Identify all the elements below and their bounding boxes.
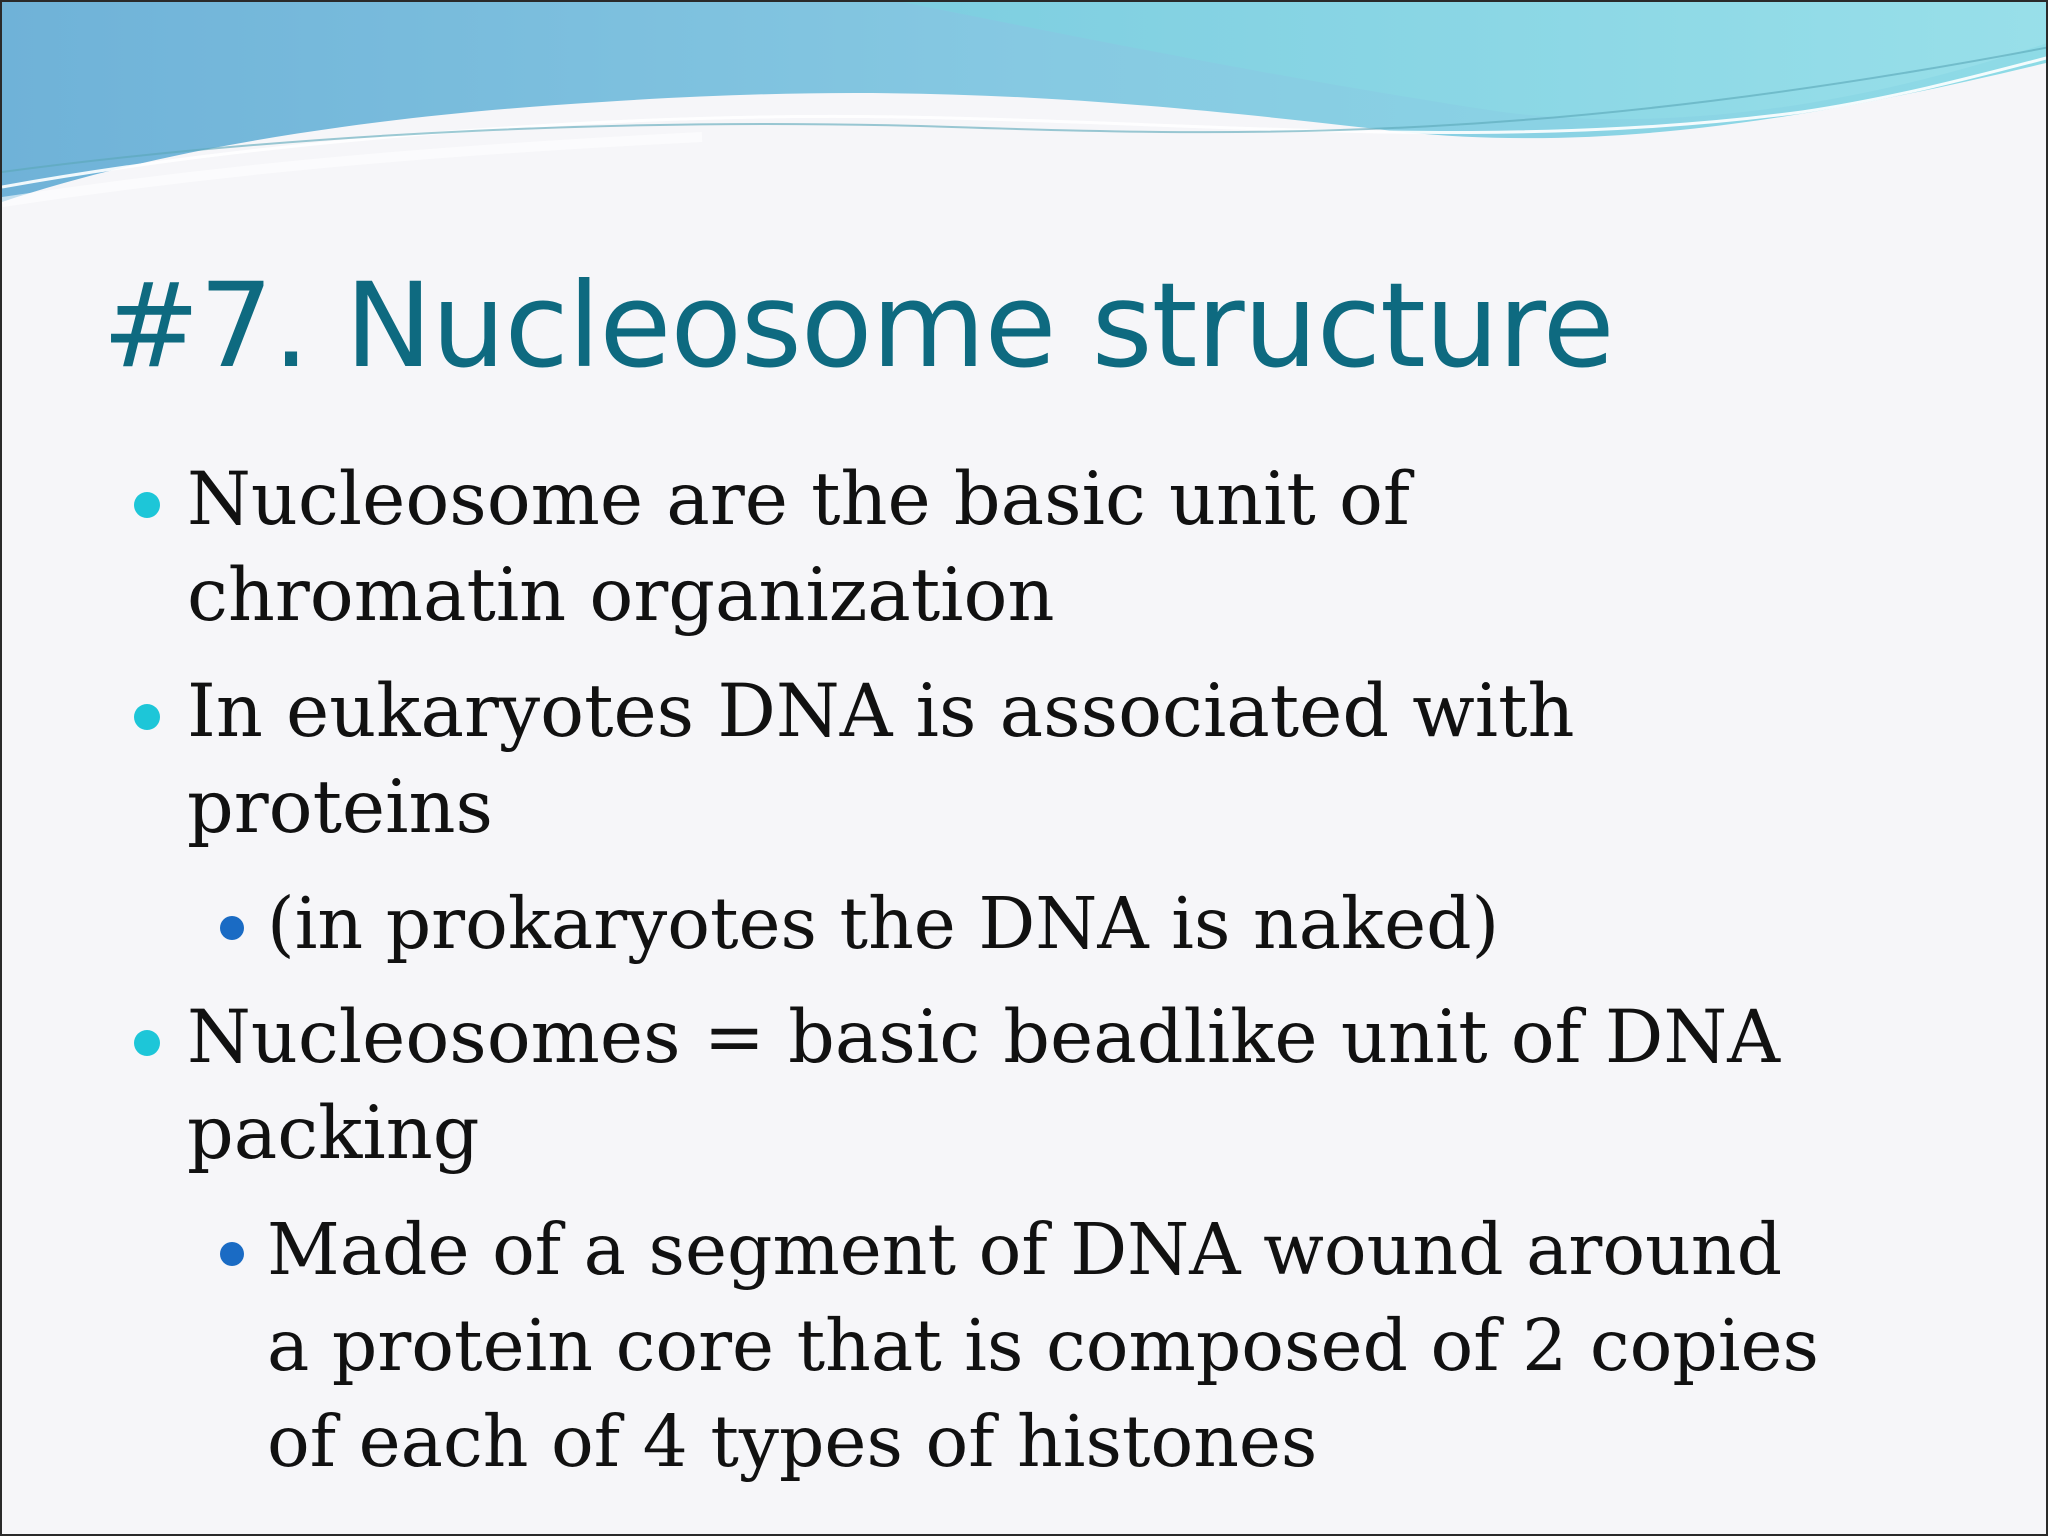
bullet-dot-icon <box>134 704 160 730</box>
bullet-text: Nucleosome are the basic unit of chromatin organization <box>187 457 1410 638</box>
slide-title: #7. Nucleosome structure <box>102 257 1614 394</box>
bullet-dot-icon <box>134 492 160 518</box>
bullet-text: In eukaryotes DNA is associated with proteins <box>187 669 1575 850</box>
sub-bullet-item <box>2 1202 1837 1490</box>
bullet-dot-icon <box>134 1030 160 1056</box>
sub-bullet-dot-icon <box>220 1242 244 1266</box>
bullet-list <box>2 452 2048 1508</box>
sub-bullet-dot-icon <box>220 916 244 940</box>
sub-bullet-item <box>2 876 1837 972</box>
sub-bullet-text: (in prokaryotes the DNA is naked) <box>267 882 1500 965</box>
header-wave-decoration <box>2 2 2048 242</box>
bullet-item <box>2 990 1787 1182</box>
sub-bullet-text: Made of a segment of DNA wound around a protein core that is composed of 2 copies of each of 4 types of histones <box>267 1208 1819 1483</box>
bullet-item <box>2 452 1787 644</box>
bullet-text: Nucleosomes = basic beadlike unit of DNA packing <box>187 995 1781 1176</box>
bullet-item <box>2 664 1787 856</box>
